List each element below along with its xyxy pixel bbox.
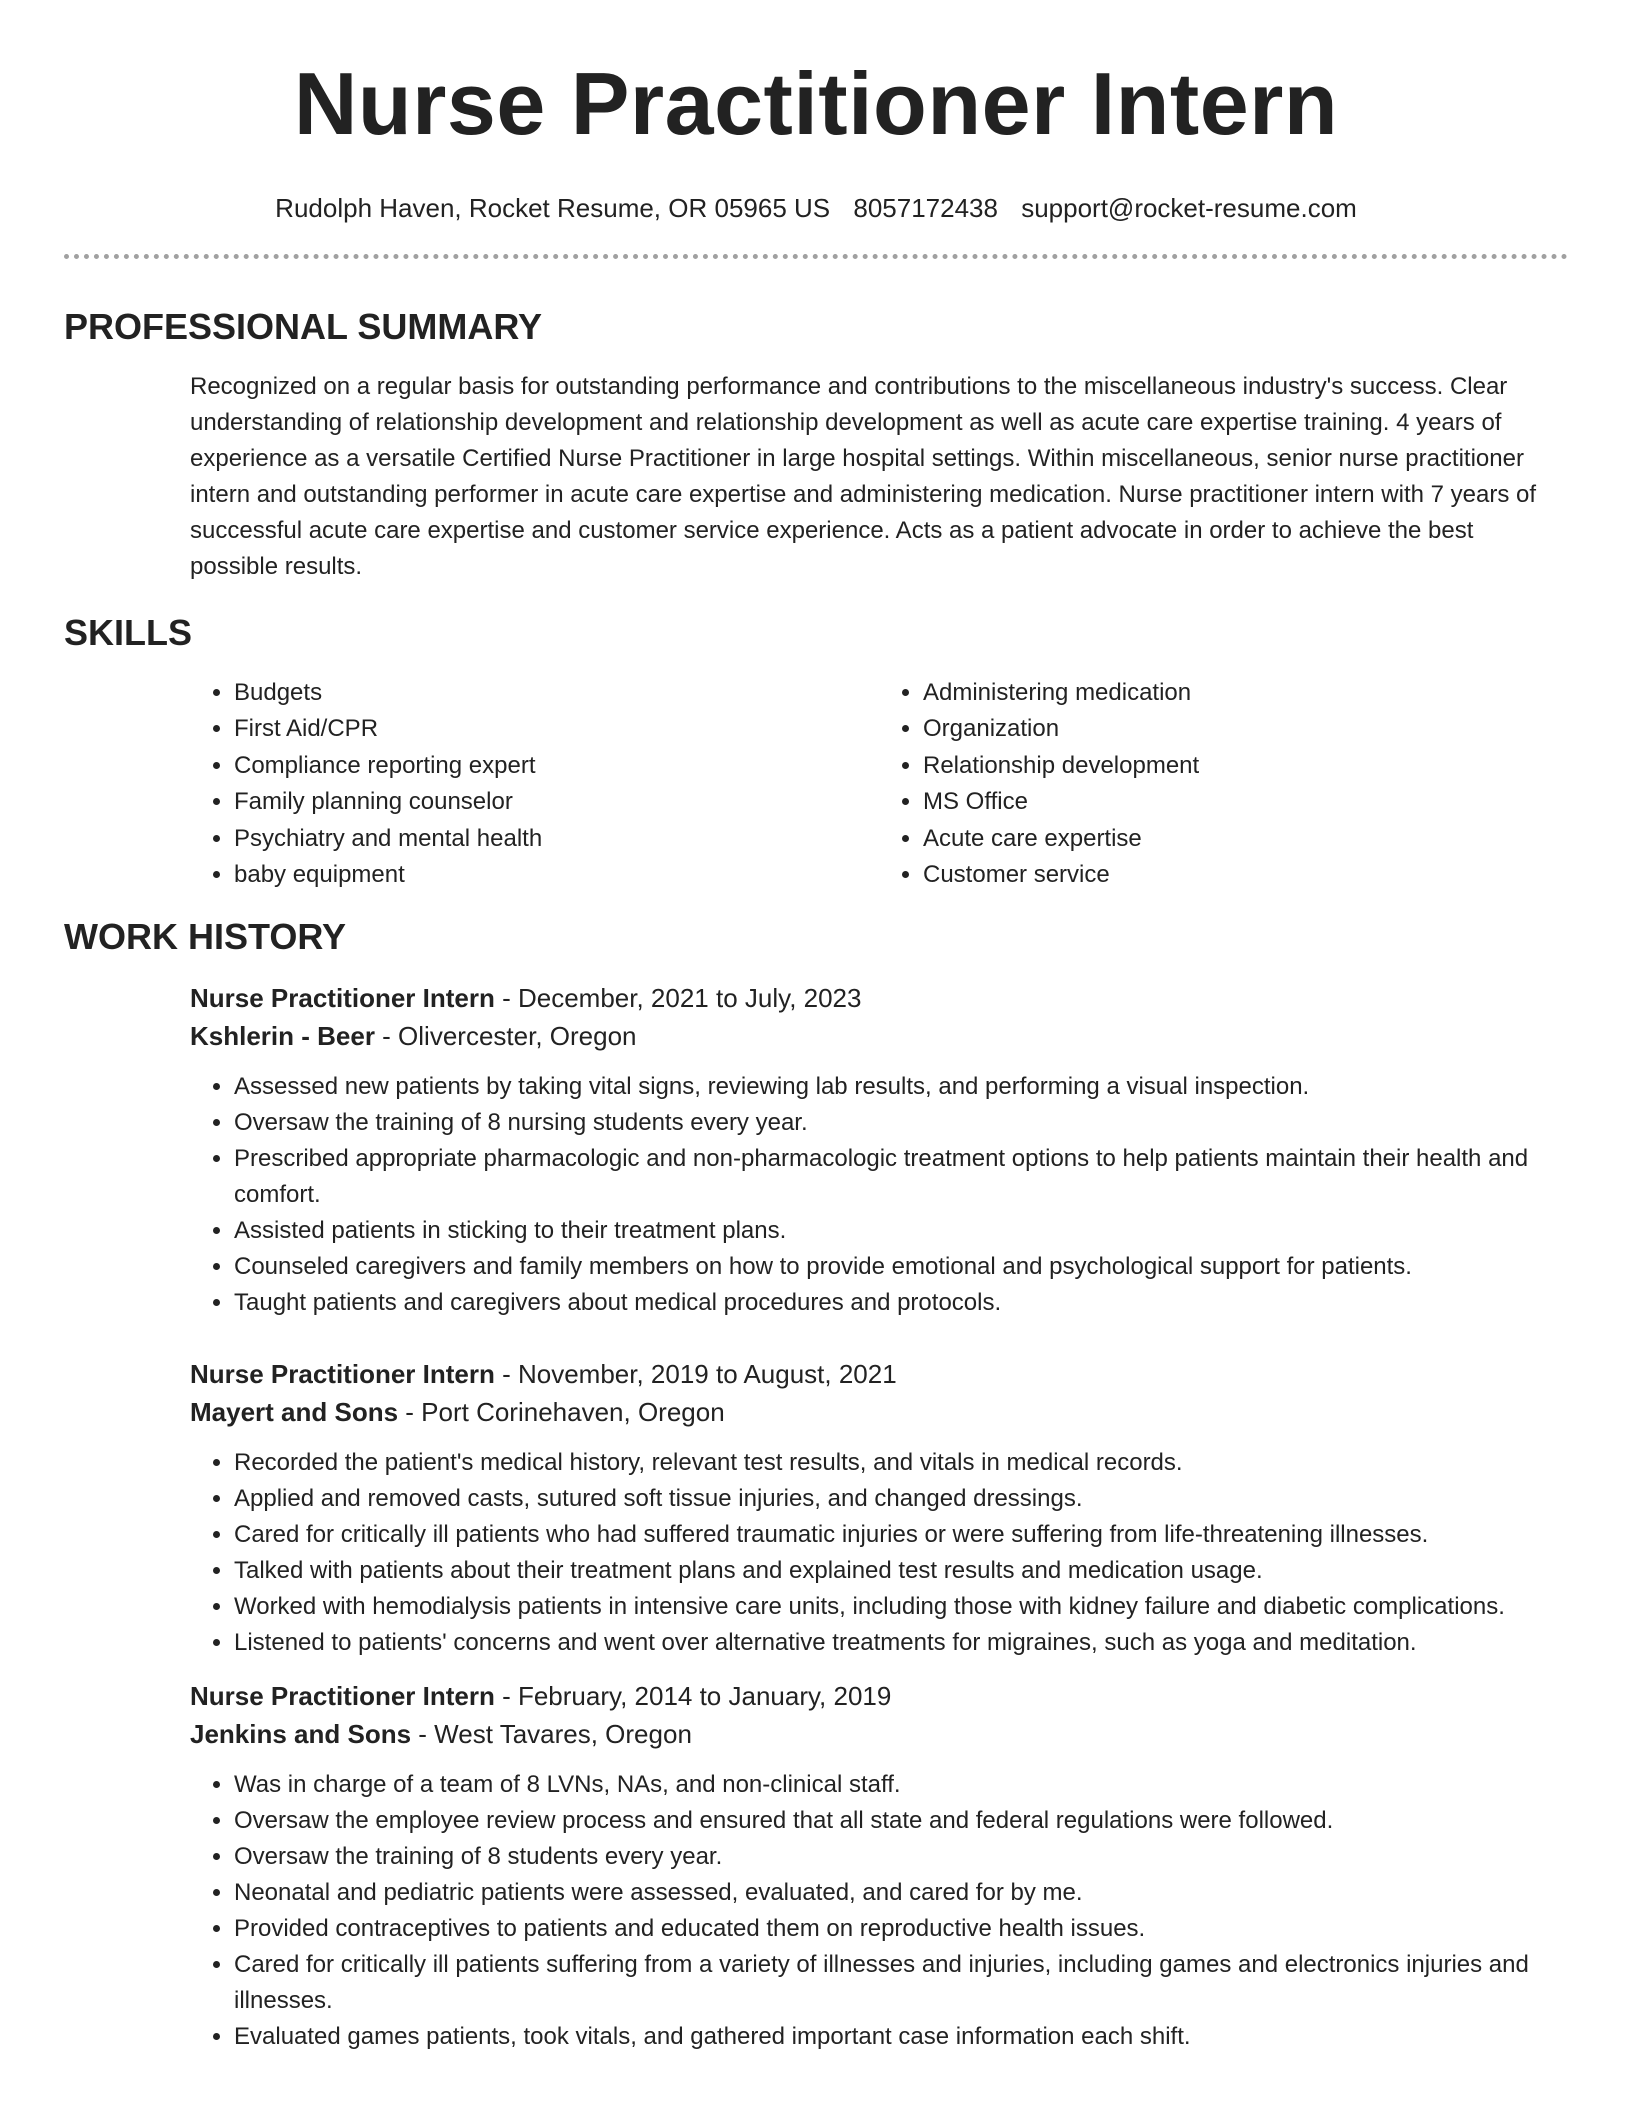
work-history-section [64, 915, 1568, 2055]
job-duty: • Assisted patients in sticking to their treatment plans. [234, 1213, 1568, 1249]
job-duty: • Evaluated games patients, took vitals, and gathered important case information each shift. [234, 2019, 1568, 2055]
job-duty: • Recorded the patient's medical history, relevant test results, and vitals in medical records. [234, 1445, 1568, 1481]
job-company: Kshlerin - Beer [190, 1021, 375, 1052]
job-location: - Port Corinehaven, Oregon [398, 1397, 725, 1428]
job-duty: • Listened to patients' concerns and went over alternative treatments for migraines, such as yoga and meditation. [234, 1625, 1568, 1661]
summary-heading: PROFESSIONAL SUMMARY [64, 306, 543, 347]
job-dates: - February, 2014 to January, 2019 [494, 1681, 892, 1712]
header-divider [64, 254, 1568, 259]
skills-column-left [190, 675, 879, 893]
skill-item: • Acute care expertise [923, 821, 1568, 857]
skill-item: • baby equipment [234, 857, 879, 893]
job-title: Nurse Practitioner Intern [190, 1681, 495, 1712]
skill-item: • Budgets [234, 675, 879, 711]
job-duty: • Prescribed appropriate pharmacologic and non-pharmacologic treatment options to help patients maintain their health and comfort. [234, 1141, 1568, 1213]
job-duty: • Taught patients and caregivers about medical procedures and protocols. [234, 1285, 1568, 1321]
skill-item: • Organization [923, 711, 1568, 747]
skill-item: • MS Office [923, 784, 1568, 820]
job-location: - Olivercester, Oregon [374, 1021, 637, 1052]
skills-heading: SKILLS [64, 612, 193, 653]
job-duty: • Oversaw the employee review process and ensured that all state and federal regulations were followed. [234, 1803, 1568, 1839]
job-duty: • Oversaw the training of 8 nursing students every year. [234, 1105, 1568, 1141]
job-company-line [190, 1715, 1568, 1753]
job-title-line [190, 1355, 1568, 1393]
job-company: Jenkins and Sons [190, 1719, 412, 1750]
job-duty: • Applied and removed casts, sutured soft tissue injuries, and changed dressings. [234, 1481, 1568, 1517]
resume-page [64, 0, 1568, 2055]
skills-list [190, 675, 1568, 893]
skill-item: • Psychiatry and mental health [234, 821, 879, 857]
job-duty: • Talked with patients about their treatment plans and explained test results and medication usage. [234, 1553, 1568, 1589]
job-entry [190, 1355, 1568, 1661]
job-entry [190, 1677, 1568, 2055]
job-dates: - November, 2019 to August, 2021 [494, 1359, 897, 1390]
job-company-line [190, 1393, 1568, 1431]
job-duty: • Counseled caregivers and family members on how to provide emotional and psychological support for patients. [234, 1249, 1568, 1285]
skill-item: • Compliance reporting expert [234, 748, 879, 784]
summary-section [64, 305, 1568, 585]
skill-item: • Relationship development [923, 748, 1568, 784]
job-title: Nurse Practitioner Intern [190, 983, 495, 1014]
job-duty: • Worked with hemodialysis patients in intensive care units, including those with kidney failure and diabetic complications. [234, 1589, 1568, 1625]
job-duties [190, 1767, 1568, 2055]
contact-address: Rudolph Haven, Rocket Resume, OR 05965 US [275, 193, 831, 223]
job-entry [190, 979, 1568, 1321]
job-duty: • Provided contraceptives to patients and educated them on reproductive health issues. [234, 1911, 1568, 1947]
job-duty: • Was in charge of a team of 8 LVNs, NAs, and non-clinical staff. [234, 1767, 1568, 1803]
job-location: - West Tavares, Oregon [411, 1719, 692, 1750]
skills-section [64, 611, 1568, 893]
job-duties [190, 1069, 1568, 1321]
job-duty: • Cared for critically ill patients suffering from a variety of illnesses and injuries, including games and electronics injuries and illnesses. [234, 1947, 1568, 2019]
summary-text: Recognized on a regular basis for outstanding performance and contributions to the miscellaneous industry's success. Clear understanding of relationship development and relationship development as well as acute care expertise training. 4 years of experience as a versatile Certified Nurse Practitioner in large hospital settings. Within miscellaneous, senior nurse practitioner intern and outstanding performer in acute care expertise and administering medication. Nurse practitioner intern with 7 years of successful acute care expertise and customer service experience. Acts as a patient advocate in order to achieve the best possible results. [190, 373, 1537, 580]
skill-item: • Administering medication [923, 675, 1568, 711]
contact-email: support@rocket-resume.com [1021, 193, 1357, 223]
job-title: Nurse Practitioner Intern [190, 1359, 495, 1390]
summary-body [190, 369, 1568, 585]
skill-item: • First Aid/CPR [234, 711, 879, 747]
job-duty: • Cared for critically ill patients who had suffered traumatic injuries or were suffering from life-threatening illnesses. [234, 1517, 1568, 1553]
work-history-heading: WORK HISTORY [64, 916, 347, 958]
job-company-line [190, 1017, 1568, 1055]
resume-title: Nurse Practitioner Intern [293, 54, 1339, 153]
job-duty: • Neonatal and pediatric patients were assessed, evaluated, and cared for by me. [234, 1875, 1568, 1911]
job-duties [190, 1445, 1568, 1661]
contact-phone: 8057172438 [853, 193, 998, 223]
job-dates: - December, 2021 to July, 2023 [494, 983, 862, 1014]
skills-column-right [879, 675, 1568, 893]
job-duty: • Assessed new patients by taking vital signs, reviewing lab results, and performing a visual inspection. [234, 1069, 1568, 1105]
skill-item: • Family planning counselor [234, 784, 879, 820]
job-title-line [190, 979, 1568, 1017]
job-title-line [190, 1677, 1568, 1715]
skill-item: • Customer service [923, 857, 1568, 893]
job-duty: • Oversaw the training of 8 students every year. [234, 1839, 1568, 1875]
job-company: Mayert and Sons [190, 1397, 399, 1428]
contact-line [64, 192, 1568, 224]
